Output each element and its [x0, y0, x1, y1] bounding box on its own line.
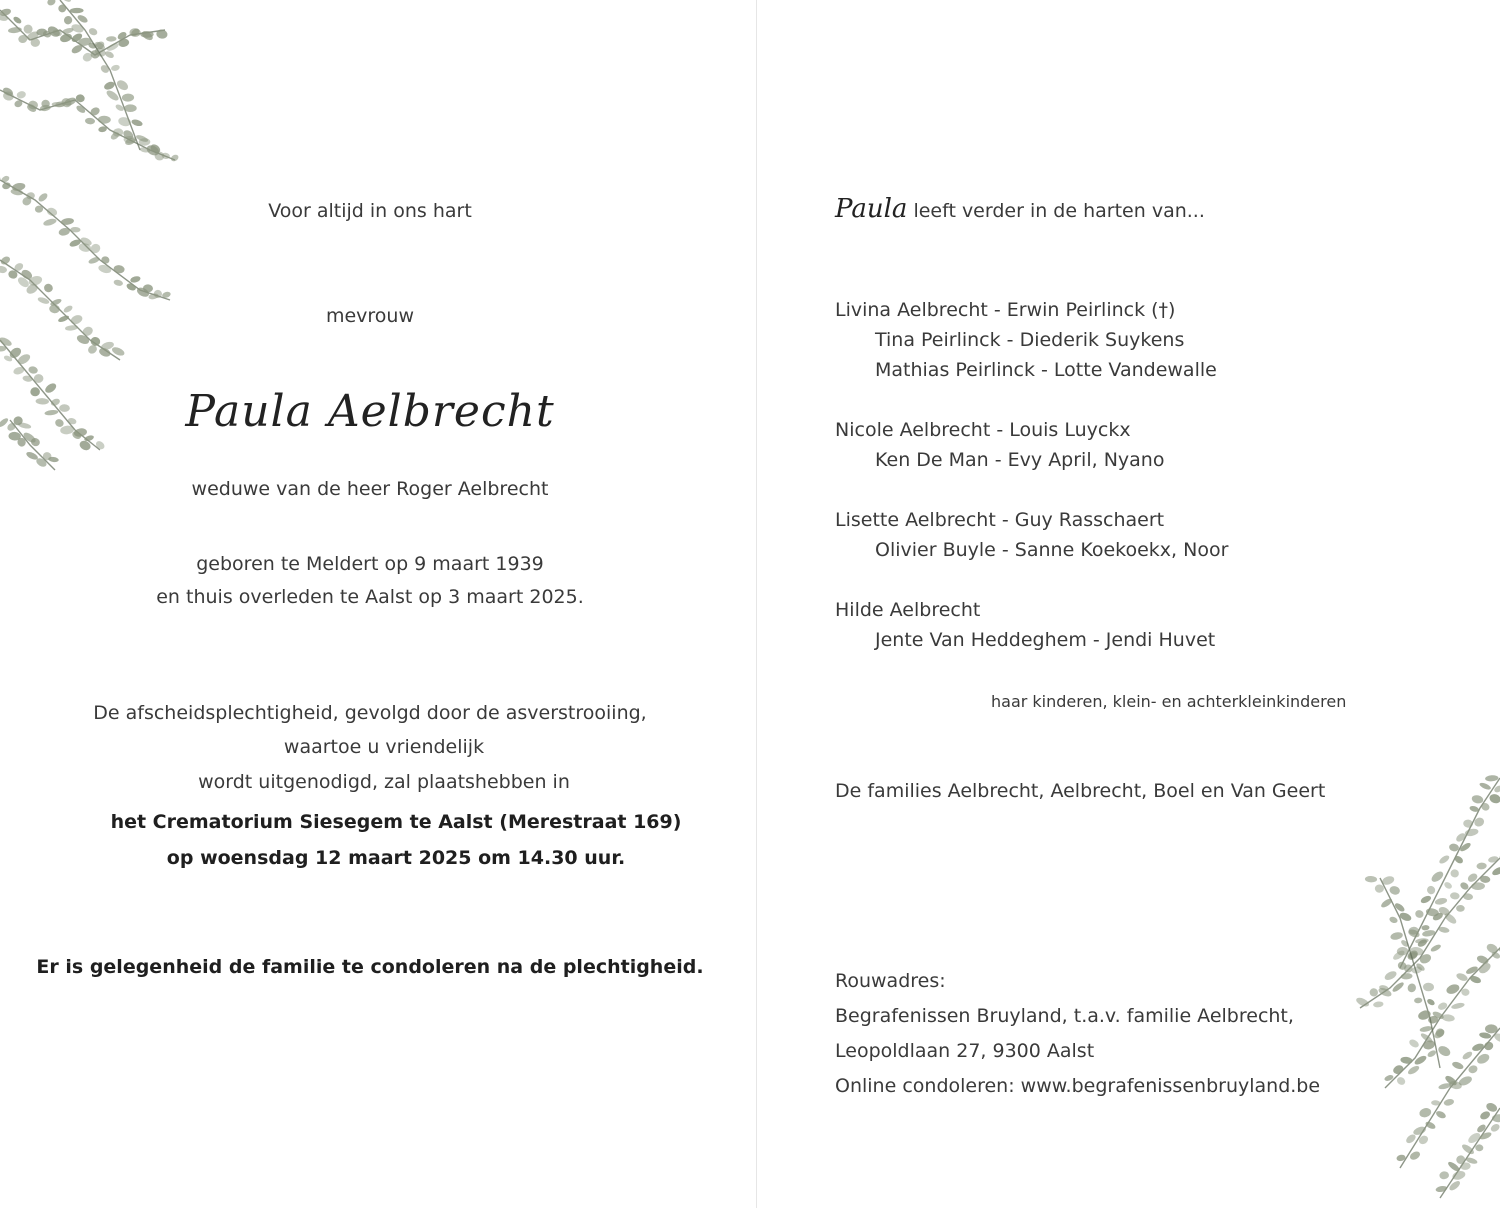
ceremony-line: wordt uitgenodigd, zal plaatshebben in: [198, 771, 570, 793]
family-main: Livina Aelbrecht - Erwin Peirlinck (†): [835, 299, 1176, 321]
ceremony-line: De afscheidsplechtigheid, gevolgd door de asverstrooiing,: [93, 702, 647, 724]
intro-text: leeft verder in de harten van...: [913, 200, 1205, 222]
death-line: en thuis overleden te Aalst op 3 maart 2025.: [156, 586, 584, 608]
ceremony-datetime: op woensdag 12 maart 2025 om 14.30 uur.: [166, 847, 626, 869]
salutation: mevrouw: [325, 305, 415, 327]
ceremony-line: waartoe u vriendelijk: [283, 736, 485, 758]
ceremony-venue: het Crematorium Siesegem te Aalst (Merestraat 169): [110, 811, 682, 833]
address-line: Begrafenissen Bruyland, t.a.v. familie Aelbrecht,: [835, 1005, 1294, 1027]
address-label: Rouwadres:: [835, 970, 946, 992]
family-child: Mathias Peirlinck - Lotte Vandewalle: [875, 359, 1217, 381]
family-main: Nicole Aelbrecht - Louis Luyckx: [835, 419, 1131, 441]
family-child: Jente Van Heddeghem - Jendi Huvet: [875, 629, 1216, 651]
descendants-note: haar kinderen, klein- en achterkleinkinderen: [991, 692, 1347, 711]
family-main: Lisette Aelbrecht - Guy Rasschaert: [835, 509, 1165, 531]
family-child: Tina Peirlinck - Diederik Suykens: [875, 329, 1185, 351]
online-condolence-line: Online condoleren: www.begrafenissenbruyland.be: [835, 1075, 1321, 1097]
extended-families: De families Aelbrecht, Aelbrecht, Boel en Van Geert: [835, 780, 1326, 802]
family-child: Olivier Buyle - Sanne Koekoekx, Noor: [875, 539, 1229, 561]
survivors-intro: [835, 194, 1205, 224]
condolence-note: Er is gelegenheid de familie te condoleren na de plechtigheid.: [36, 956, 704, 978]
right-page: [757, 0, 1500, 1208]
family-main: Hilde Aelbrecht: [835, 599, 981, 621]
birth-line: geboren te Meldert op 9 maart 1939: [196, 553, 544, 575]
widow-line: weduwe van de heer Roger Aelbrecht: [191, 478, 549, 500]
memorial-heading: Voor altijd in ons hart: [268, 200, 472, 222]
deceased-name: Paula Aelbrecht: [185, 386, 555, 437]
family-child: Ken De Man - Evy April, Nyano: [875, 449, 1165, 471]
foliage-branch-bottom-right-icon: [1340, 768, 1500, 1208]
address-line: Leopoldlaan 27, 9300 Aalst: [835, 1040, 1095, 1062]
intro-name-script: Paula: [835, 194, 908, 224]
